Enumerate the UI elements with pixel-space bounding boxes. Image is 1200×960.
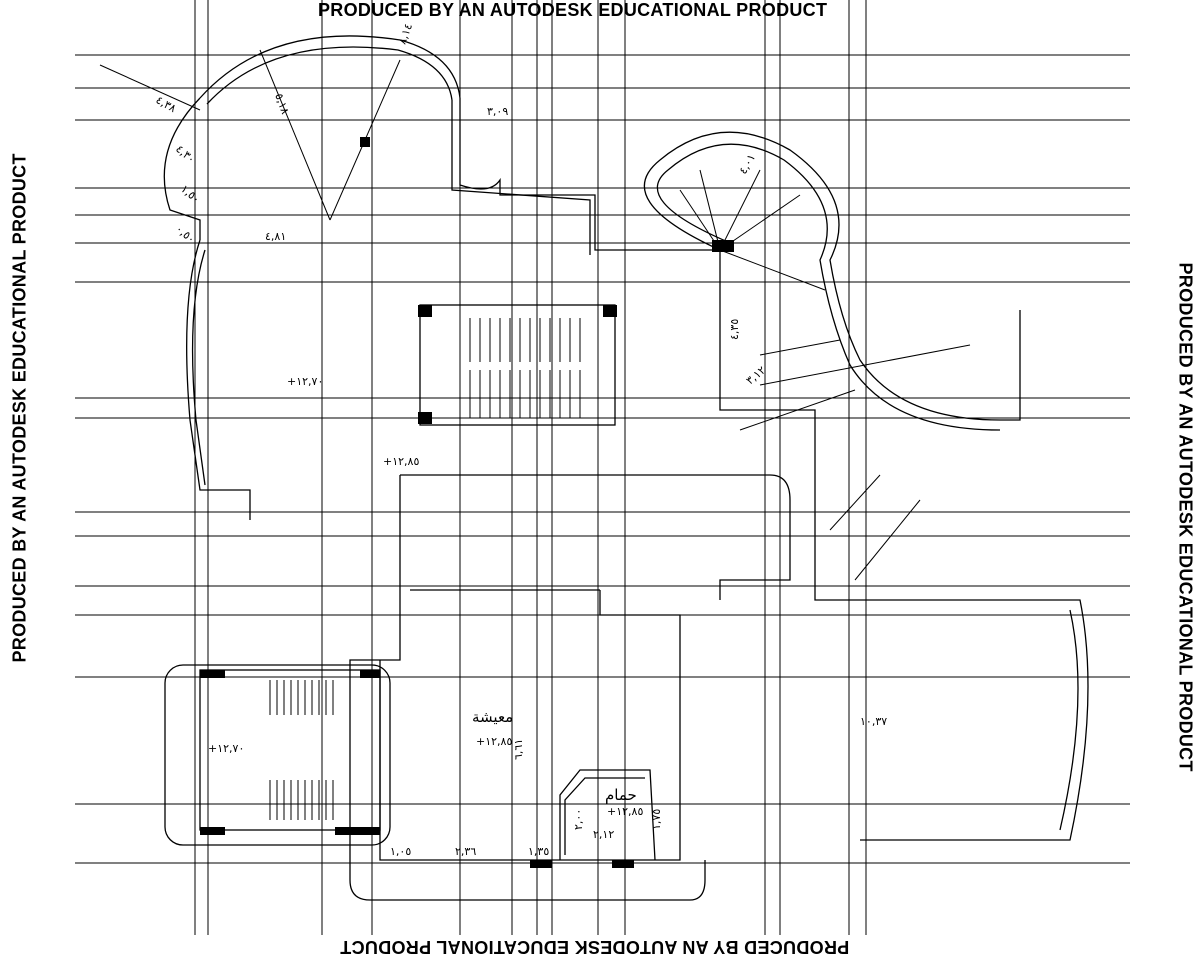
- room-labels: [472, 708, 637, 804]
- dim-bath-side: ٢,١٢: [593, 828, 615, 841]
- dimension-texts: [154, 22, 888, 858]
- level-stair-left: +١٢,٧٠: [208, 742, 245, 755]
- radial-lines: [100, 50, 970, 580]
- room-bath: حمام: [605, 786, 637, 804]
- level-living: +١٢,٨٥: [476, 735, 513, 748]
- building-outline: [164, 36, 1088, 900]
- watermark-top: PRODUCED BY AN AUTODESK EDUCATIONAL PRODUCT: [318, 0, 828, 20]
- dim-435: ٤,٣٥: [728, 318, 741, 340]
- dim-481: ٤,٨١: [265, 230, 287, 243]
- dim-bottom-1: ١,٠٥: [390, 845, 412, 858]
- dim-top-left: ٤,٣٨: [153, 93, 179, 116]
- watermark-right: PRODUCED BY AN AUTODESK EDUCATIONAL PRODUCT: [1175, 262, 1196, 772]
- dim-1037: ١٠,٣٧: [860, 715, 888, 728]
- dim-small-c: ٠,٥٠: [173, 222, 198, 246]
- dim-bath-w: ١,٧٥: [650, 808, 663, 830]
- level-stair-main: +١٢,٨٥: [383, 455, 420, 468]
- dim-bottom-2: ٢,٣٦: [455, 845, 477, 858]
- dim-arc-r: ٤,٠١: [736, 151, 759, 177]
- level-left-entry: +١٢,٧٠: [287, 375, 324, 388]
- dim-vert-hall: ٦,٦١: [512, 738, 525, 760]
- dim-radius-top: ٨,١٤: [395, 21, 416, 47]
- dim-small-b: ١,٥٠: [178, 182, 203, 206]
- level-bath: +١٢,٨٥: [607, 805, 644, 818]
- columns: [200, 137, 734, 868]
- watermark-bottom: PRODUCED BY AN AUTODESK EDUCATIONAL PRODUCT: [340, 937, 850, 957]
- dim-radius-left: ٥,١٨: [272, 91, 292, 116]
- dim-bath-h: ٢,٠٠: [572, 808, 585, 830]
- room-living: معيشة: [472, 708, 514, 726]
- stair-treads: [270, 318, 580, 820]
- level-labels: [208, 375, 643, 818]
- dim-curve-r: ٣,١٢: [743, 363, 769, 388]
- watermark-left: PRODUCED BY AN AUTODESK EDUCATIONAL PRODUCT: [9, 153, 30, 663]
- grid-lines: [75, 0, 1130, 935]
- dim-bottom-3: ١,٣٥: [528, 845, 550, 858]
- dim-small-a: ٤,٣٠: [173, 142, 198, 166]
- dim-309: ٣,٠٩: [487, 105, 509, 118]
